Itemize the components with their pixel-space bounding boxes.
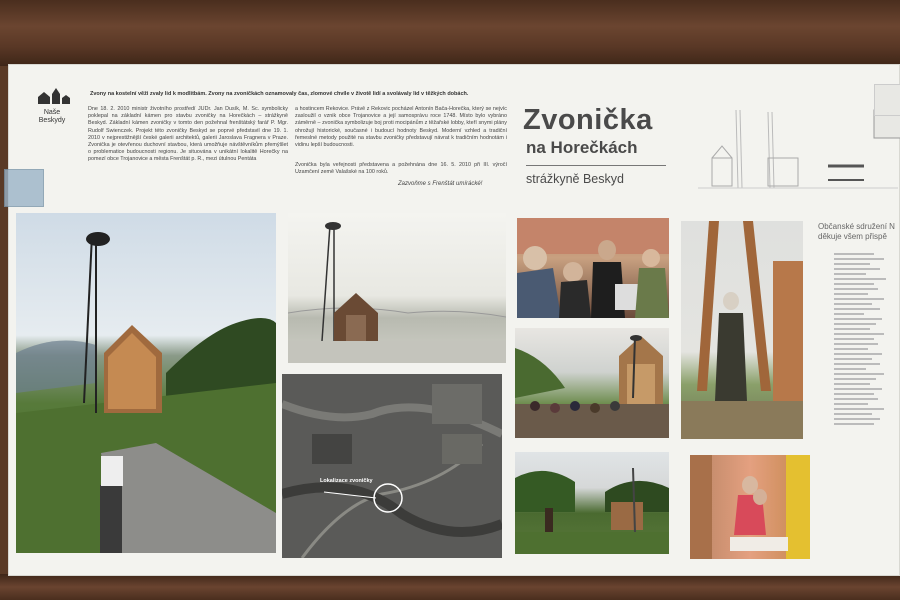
photo-aerial-map: [282, 374, 502, 558]
thanks-line-2: děkuje všem přispě: [818, 232, 887, 241]
church-logo-icon: [32, 88, 72, 104]
information-board: [8, 64, 900, 576]
photo-bell-tower-men: [681, 221, 803, 439]
corner-logo-icon: [874, 84, 900, 116]
board-tagline: strážkyně Beskyd: [526, 172, 624, 186]
architecture-sketch: [698, 100, 900, 190]
sponsor-list: [834, 250, 898, 550]
photo-sketch-render: [288, 213, 506, 363]
board-subtitle: na Horečkách: [526, 138, 638, 157]
logo-line-1: Naše: [43, 109, 61, 116]
photo-ceremony-people: [517, 218, 669, 318]
map-label: Lokalizace zvoničky: [320, 478, 373, 484]
body-text-right: a hostincem Rekovice. Právě z Rekovic pocházel Antonín Bača-Horečka, který se nejvíc zasloužil o vznik obce Trojanovice a její samosprávu roce 1748. Místo bylo vybráno záměrně – zvonička symbolizuje boj proti mocipánům z těžařské lobby, kteří snymi plány ohrožují historické, současné i budoucí hodnoty Beskyd. Moderní vzhled a tradiční řemeslné metody použité na stavbu zvoničky představují návrat k tradičním hodnotám i vidinu lepší budoucnosti.: [295, 106, 507, 149]
wooden-frame-bottom: [0, 574, 900, 600]
photo-crowd-tower: [515, 328, 669, 438]
photo-interior-bench: [690, 455, 810, 559]
wooden-frame-top: [0, 0, 900, 66]
sticker: [4, 169, 44, 207]
thanks-line-1: Občanské sdružení N: [818, 222, 895, 231]
body-text-right-2: Zvonička byla veřejnosti představena a požehnána dne 16. 5. 2010 při III. výročí Uzamčení země Valašské na 100 roků.: [295, 162, 507, 176]
board-title: Zvonička: [523, 104, 653, 136]
body-text-left: Dne 18. 2. 2010 ministr životního prostředí JUDr. Jan Dusík, M. Sc. symbolicky poklepal na základní kámen pro stavbu zvoničky na Horečkách – strážkyně Beskyd. Základní kámen zvoničky v tomto den požehnal frenštátský farář P. Mgr. Rudolf Swienczek. Projekt této zvoničky Beskyd se poprvé představil dne 19. 1. 2010 v nejprestižnější české galerii architektů, galerii Jaroslava Fragnera v Praze. Zvonička je otevřenou duchovní stavbou, která umožňuje návštěvníkům přemýšlet o problematice budoucnosti regionu. Je situována v unikátní lokalitě Horečky na pomezí obce Trojanovice a města Frenštát p. R., mezi útulnou Pentáta: [88, 106, 288, 163]
signature: Zazvoňme s Frenštát umírácké!: [398, 181, 483, 187]
logo: [32, 88, 72, 124]
title-divider: [526, 165, 666, 166]
logo-line-2: Beskydy: [38, 117, 66, 124]
photo-render-meadow: [16, 213, 276, 553]
photo-tower-field: [515, 452, 669, 554]
intro-text: Zvony na kostelní věži zvaly lid k modlitbám. Zvony na zvoničkách oznamovaly čas, zlomové chvíle v životě lidí a svolávaly lid v těžkých dobách.: [90, 91, 469, 97]
